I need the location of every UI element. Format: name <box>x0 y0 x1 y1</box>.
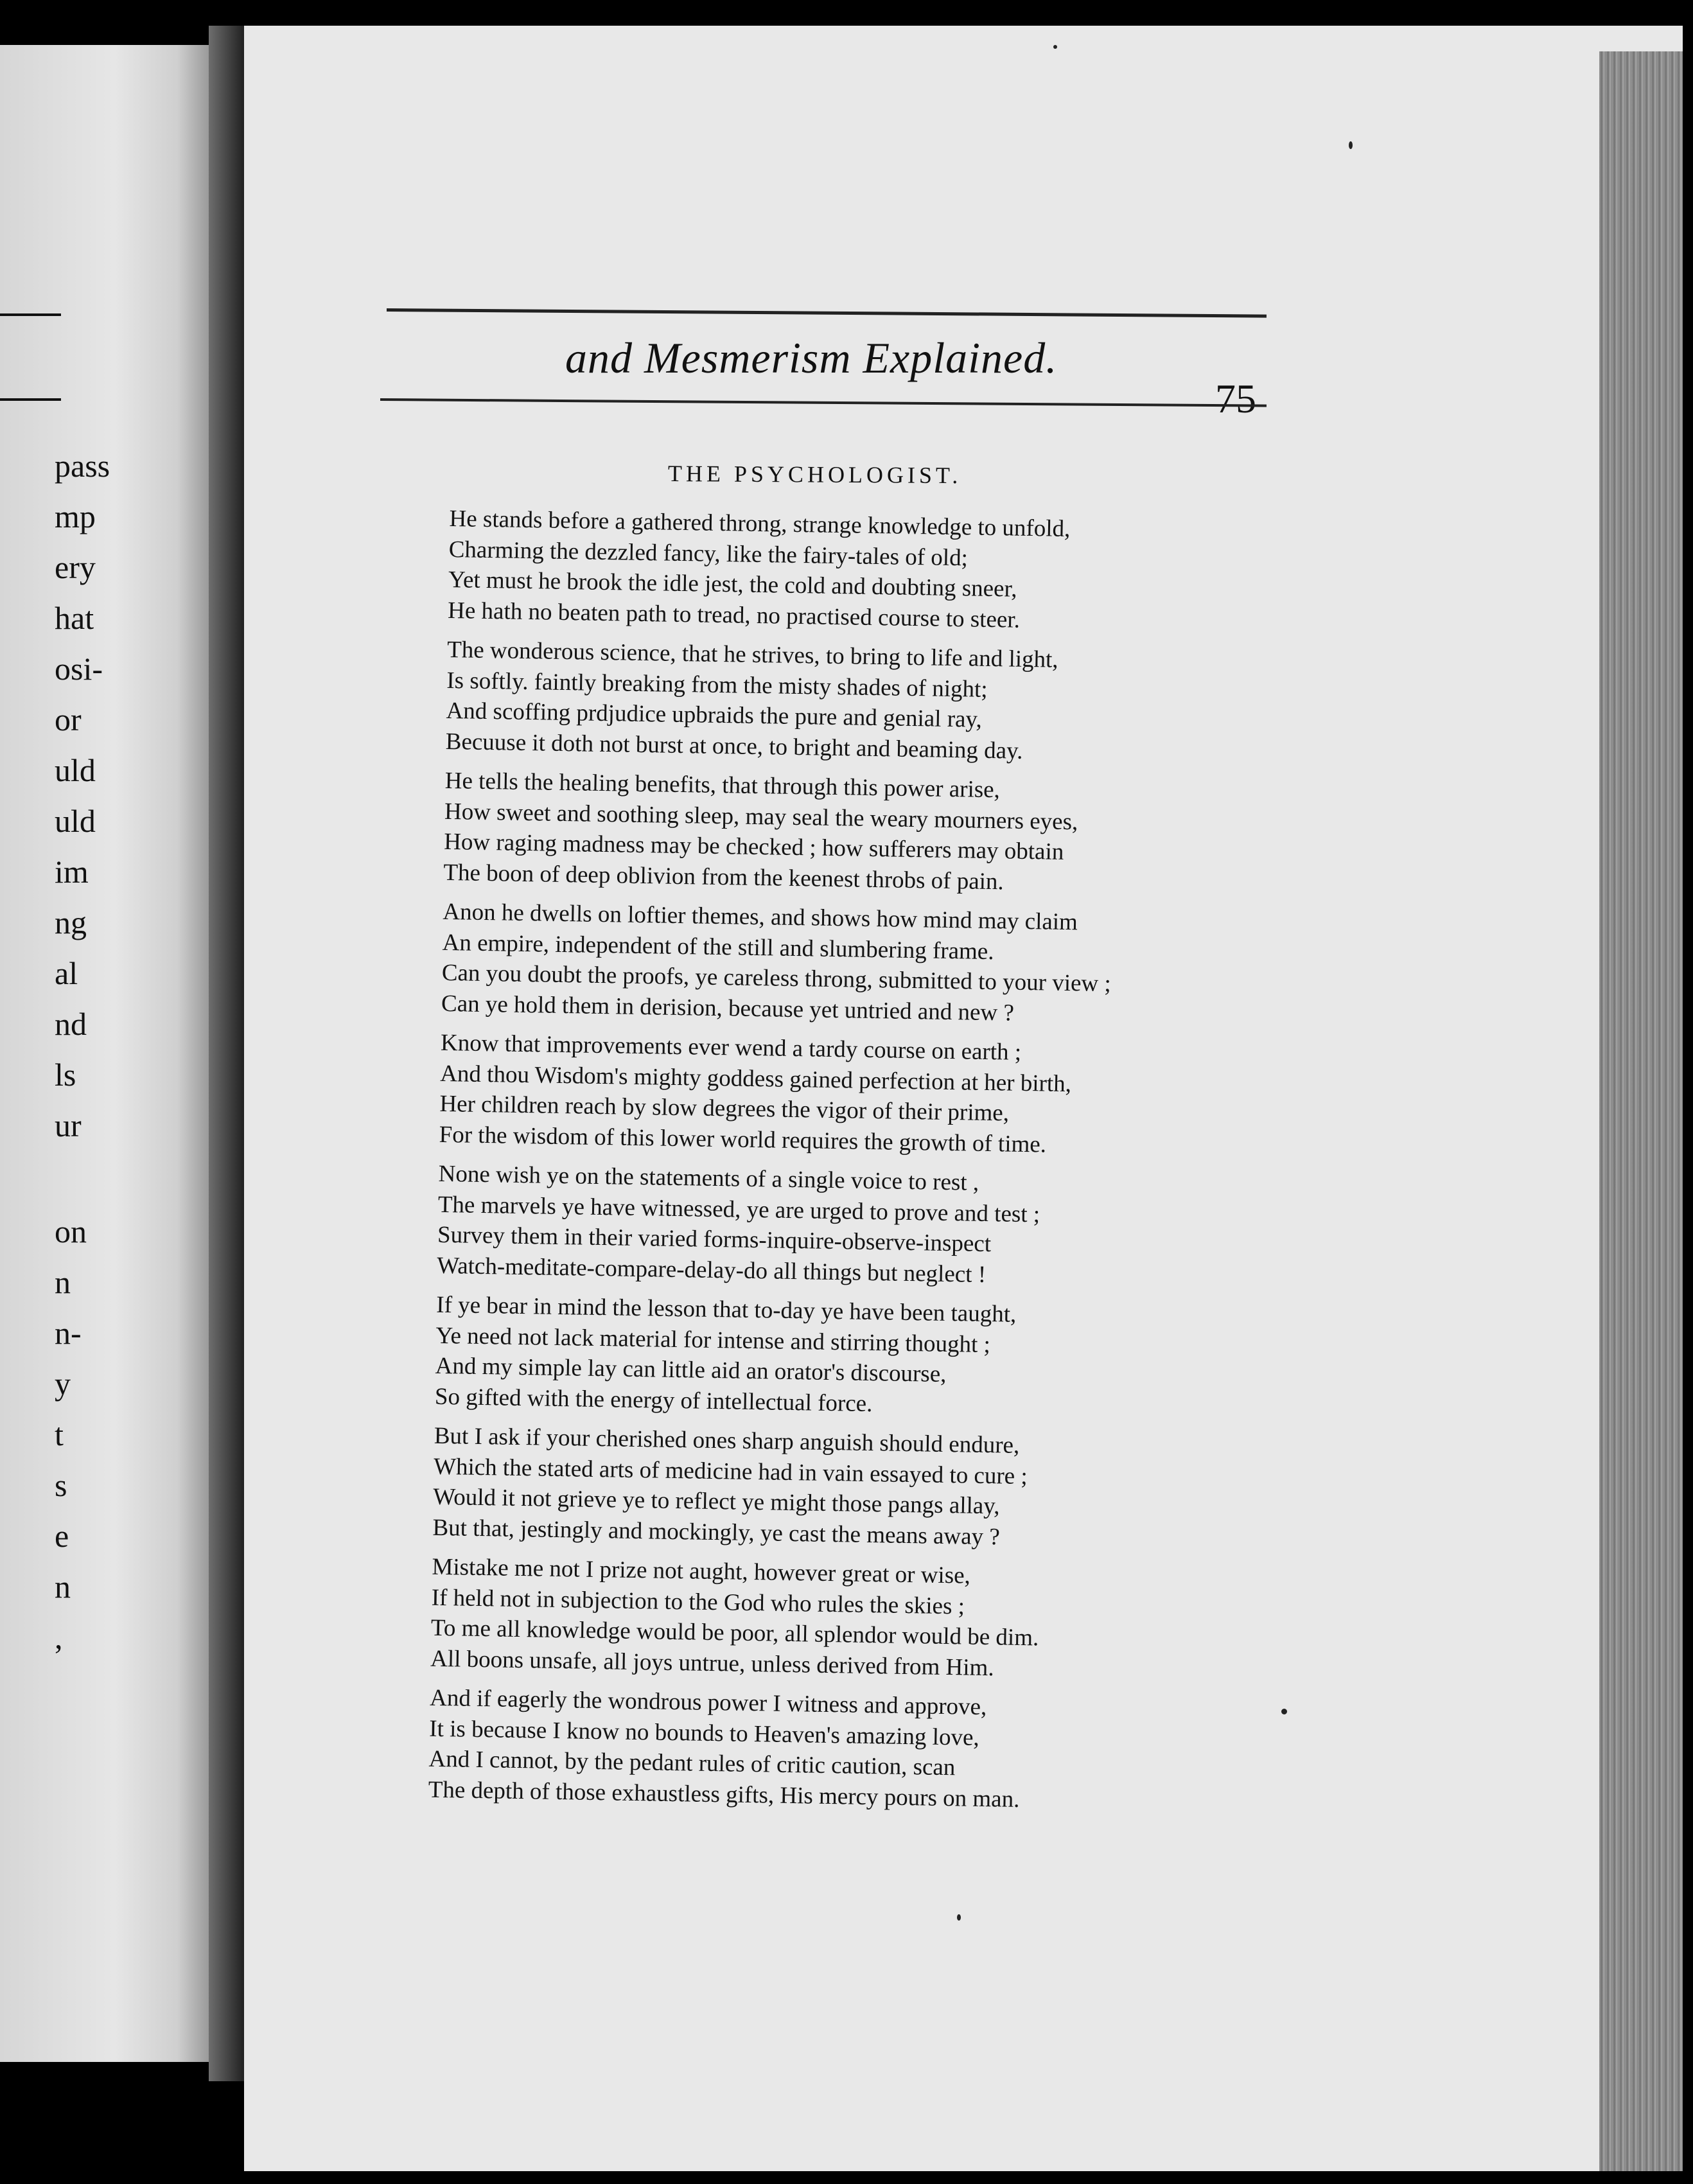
poem-body <box>428 504 1413 1830</box>
poem-line: Charming the dezzled fancy, like the fairy-tales of old; <box>448 536 969 571</box>
left-page-fragment: pass <box>55 448 110 484</box>
poem-line: And if eagerly the wondrous power I witness and approve, <box>429 1684 987 1721</box>
poem-line: An empire, independent of the still and slumbering frame. <box>442 929 994 965</box>
poem-stanza <box>445 635 1410 773</box>
left-page-fragment: n- <box>55 1315 82 1351</box>
page-edge <box>1599 51 1683 2171</box>
left-page-fragment: on <box>55 1213 87 1249</box>
left-page-fragment: ls <box>55 1057 76 1093</box>
left-page-rule <box>0 398 61 401</box>
poem-line: Is softly. faintly breaking from the misty shades of night; <box>446 667 988 703</box>
left-page-fragment: osi- <box>55 651 103 687</box>
poem-line: If ye bear in mind the lesson that to-day ye have been taught, <box>435 1291 1017 1328</box>
poem-line: How sweet and soothing sleep, may seal the weary mourners eyes, <box>444 798 1078 835</box>
poem-line: Yet must he brook the idle jest, the cold and doubting sneer, <box>448 566 1017 603</box>
poem-line: And my simple lay can little aid an orator's discourse, <box>435 1352 947 1388</box>
poem-line: For the wisdom of this lower world requires the growth of time. <box>439 1121 1047 1158</box>
poem-line: Survey them in their varied forms-inquire-observe-inspect <box>437 1221 992 1258</box>
left-page-fragment: ur <box>55 1107 82 1143</box>
left-page-fragment: uld <box>55 803 96 839</box>
left-page <box>0 45 209 2062</box>
left-page-fragment: n <box>55 1264 71 1300</box>
poem-line: Watch-meditate-compare-delay-do all things but neglect ! <box>436 1252 987 1288</box>
header-rule-top <box>387 308 1267 318</box>
gutter-shadow <box>209 26 247 2081</box>
left-page-fragment: hat <box>55 600 94 636</box>
paper-speck <box>1349 141 1353 149</box>
right-page <box>244 26 1683 2171</box>
poem-line: Mistake me not I prize not aught, however great or wise, <box>432 1553 971 1589</box>
poem-line: Would it not grieve ye to reflect ye might those pangs allay, <box>433 1483 1000 1520</box>
left-page-fragment: s <box>55 1467 67 1503</box>
poem-line: So gifted with the energy of intellectual force. <box>434 1383 873 1417</box>
poem-line: Know that improvements ever wend a tardy course on earth ; <box>440 1029 1022 1066</box>
page-number: 75 <box>1215 376 1256 421</box>
poem-line: Which the stated arts of medicine had in vain essayed to cure ; <box>433 1453 1028 1490</box>
left-page-fragment: e <box>55 1518 69 1554</box>
paper-speck <box>1053 45 1057 49</box>
poem-line: The marvels ye have witnessed, ye are urged to prove and test ; <box>437 1191 1040 1228</box>
poem-stanza <box>443 766 1408 904</box>
left-page-fragment: al <box>55 955 78 991</box>
poem-line: Anon he dwells on loftier themes, and shows how mind may claim <box>443 898 1078 936</box>
left-page-fragment: n <box>55 1569 71 1605</box>
poem-line: The wonderous science, that he strives, to bring to life and light, <box>446 636 1058 673</box>
poem-stanza <box>428 1683 1393 1821</box>
left-page-fragment: nd <box>55 1006 87 1042</box>
left-page-fragment: , <box>55 1619 63 1655</box>
left-page-fragment: uld <box>55 752 96 788</box>
poem-line: Becuuse it doth not burst at once, to bright and beaming day. <box>445 728 1023 764</box>
poem-line: Can you doubt the proofs, ye careless throng, submitted to your view ; <box>441 959 1112 998</box>
poem-stanza <box>435 1290 1400 1428</box>
header-rule-bottom <box>380 398 1267 407</box>
poem-line: And thou Wisdom's mighty goddess gained perfection at her birth, <box>439 1060 1072 1097</box>
poem-title: THE PSYCHOLOGIST. <box>667 461 962 489</box>
poem-line: It is because I know no bounds to Heaven's amazing love, <box>429 1715 980 1751</box>
left-page-fragment: ng <box>55 904 87 940</box>
poem-line: He hath no beaten path to tread, no practised course to steer. <box>447 597 1021 633</box>
left-page-fragment: y <box>55 1366 71 1402</box>
poem-line: If held not in subjection to the God who rules the skies ; <box>431 1584 965 1620</box>
poem-stanza <box>430 1552 1396 1690</box>
left-page-fragment: ery <box>55 549 96 585</box>
left-page-fragment: or <box>55 701 82 737</box>
poem-line: Can ye hold them in derision, because yet untried and new ? <box>441 990 1015 1026</box>
poem-line: But I ask if your cherished ones sharp anguish should endure, <box>434 1422 1020 1459</box>
poem-line: All boons unsafe, all joys untrue, unless derived from Him. <box>430 1645 994 1681</box>
poem-line: And I cannot, by the pedant rules of critic caution, scan <box>428 1745 956 1781</box>
paper-speck <box>1281 1709 1287 1714</box>
left-page-fragment: mp <box>55 498 96 534</box>
poem-stanza <box>441 897 1407 1035</box>
running-head: and Mesmerism Explained. <box>565 333 1058 382</box>
poem-line: The boon of deep oblivion from the keenest throbs of pain. <box>443 859 1004 895</box>
poem-line: None wish ye on the statements of a single voice to rest , <box>438 1160 979 1196</box>
poem-line: Ye need not lack material for intense and stirring thought ; <box>435 1322 991 1358</box>
poem-line: To me all knowledge would be poor, all splendor would be dim. <box>430 1614 1039 1651</box>
poem-line: How raging madness may be checked ; how sufferers may obtain <box>443 828 1064 865</box>
left-page-fragment: t <box>55 1416 64 1452</box>
poem-line: The depth of those exhaustless gifts, His mercy pours on man. <box>428 1776 1020 1813</box>
poem-stanza <box>432 1421 1398 1559</box>
left-page-rule <box>0 313 61 316</box>
left-page-fragment: im <box>55 854 89 890</box>
poem-stanza <box>439 1028 1404 1166</box>
poem-line: And scoffing prdjudice upbraids the pure and genial ray, <box>446 697 983 733</box>
poem-line: But that, jestingly and mockingly, ye cast the means away ? <box>432 1514 1001 1550</box>
poem-line: He stands before a gathered throng, strange knowledge to unfold, <box>449 505 1071 543</box>
poem-stanza <box>437 1159 1402 1297</box>
poem-line: He tells the healing benefits, that through this power arise, <box>444 767 1001 804</box>
poem-stanza <box>448 504 1413 642</box>
poem-line: Her children reach by slow degrees the vigor of their prime, <box>439 1090 1010 1127</box>
paper-speck <box>957 1914 961 1921</box>
